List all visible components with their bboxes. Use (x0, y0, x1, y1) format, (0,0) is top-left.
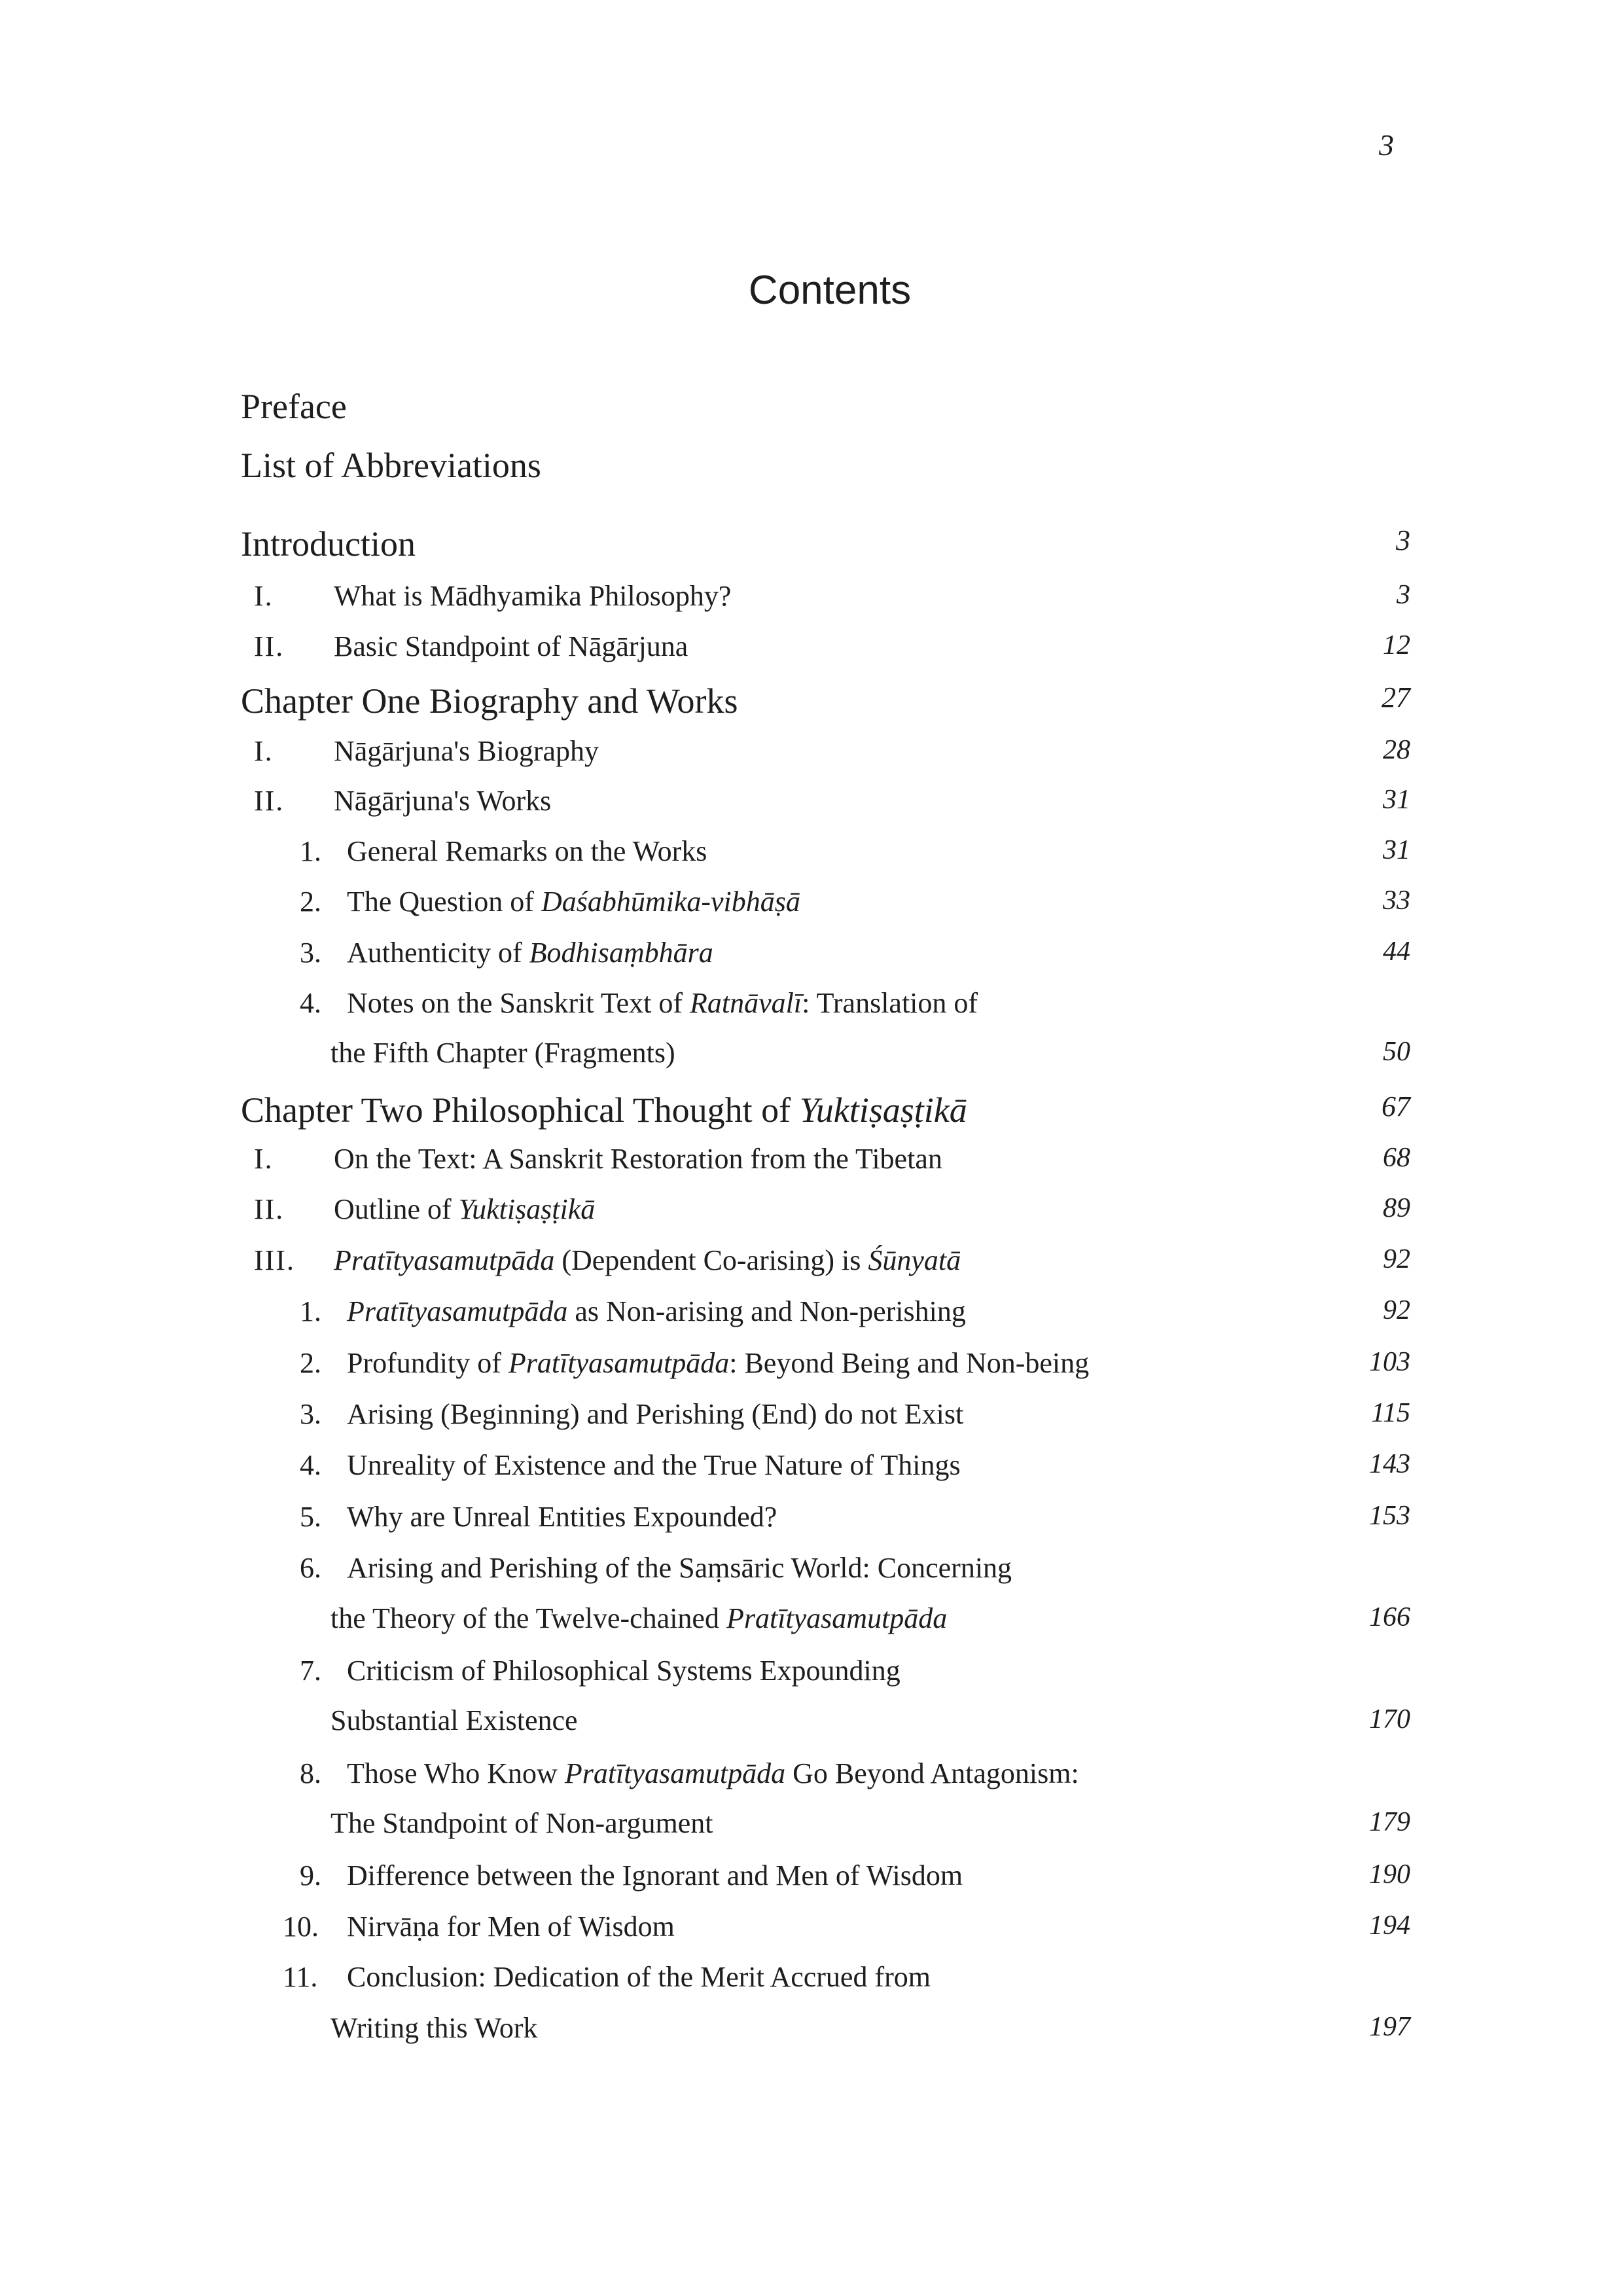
toc-entry-page: 166 (1369, 1602, 1410, 1632)
toc-entry-num (0, 1654, 1623, 1705)
toc-entry-cont (0, 1704, 1623, 1755)
toc-entry-numeral: II. (254, 630, 285, 662)
toc-entry-sub (0, 579, 1623, 630)
toc-entry-text (330, 2011, 538, 2045)
toc-entry-numeral: 2. (300, 1347, 321, 1379)
toc-entry-sub (0, 1193, 1623, 1244)
toc-entry-page: 103 (1369, 1347, 1410, 1377)
toc-entry-text (330, 1602, 947, 1635)
toc-entry-page: 3 (1396, 524, 1410, 556)
toc-entry-segment: Arising and Perishing of the Saṃsāric World: Concerning (347, 1552, 1012, 1584)
toc-entry-text (334, 1193, 595, 1226)
toc-entry-text (347, 936, 713, 969)
toc-entry-sub (0, 734, 1623, 785)
toc-entry-numeral: 10. (283, 1910, 319, 1943)
toc-entry-text (347, 1397, 963, 1431)
toc-front-item (0, 386, 1623, 437)
toc-entry-text (241, 524, 416, 564)
toc-entry-numeral: 3. (300, 1398, 321, 1430)
toc-entry-text (334, 784, 551, 817)
toc-entry-text (347, 1448, 961, 1482)
toc-entry-page: 44 (1383, 937, 1410, 967)
toc-entry-page: 89 (1383, 1193, 1410, 1223)
toc-entry-numeral: II. (254, 785, 285, 817)
toc-entry-num (0, 1295, 1623, 1346)
toc-entry-text (347, 1654, 901, 1687)
toc-entry-italic-term: Śūnyatā (868, 1244, 961, 1276)
toc-entry-segment: Outline of (334, 1193, 459, 1225)
toc-entry-text (347, 1910, 675, 1943)
toc-entry-main (0, 681, 1623, 732)
toc-entry-numeral: 11. (283, 1961, 318, 1993)
toc-entry-italic-term: Pratītyasamutpāda (347, 1295, 568, 1327)
toc-entry-segment: Basic Standpoint of Nāgārjuna (334, 630, 688, 662)
toc-entry-page: 194 (1369, 1910, 1410, 1941)
toc-entry-text (347, 1757, 1079, 1790)
toc-entry-segment: the Fifth Chapter (Fragments) (330, 1037, 675, 1069)
toc-entry-numeral: I. (254, 1143, 274, 1175)
toc-entry-numeral: III. (254, 1244, 295, 1276)
toc-entry-numeral: I. (254, 580, 274, 612)
toc-entry-sub (0, 1142, 1623, 1193)
toc-entry-sub (0, 784, 1623, 835)
toc-entry-italic-term: Bodhisaṃbhāra (529, 937, 713, 969)
toc-entry-page: 12 (1383, 630, 1410, 660)
page-number: 3 (1379, 128, 1394, 162)
toc-entry-numeral: 3. (300, 937, 321, 969)
toc-entry-segment: Nāgārjuna's Works (334, 785, 552, 817)
toc-entry-italic-term: Pratītyasamutpāda (508, 1347, 730, 1379)
toc-entry-numeral: 2. (300, 886, 321, 918)
toc-entry-segment: What is Mādhyamika Philosophy? (334, 580, 732, 612)
toc-entry-page: 190 (1369, 1859, 1410, 1890)
toc-entry-italic-term: Daśabhūmika-vibhāṣā (541, 886, 800, 918)
toc-entry-num (0, 986, 1623, 1037)
toc-entry-segment: : Translation of (802, 987, 978, 1019)
toc-entry-cont (0, 2011, 1623, 2062)
toc-entry-segment: Difference between the Ignorant and Men of Wisdom (347, 1859, 963, 1892)
toc-entry-numeral: II. (254, 1193, 285, 1225)
toc-entry-num (0, 1448, 1623, 1499)
toc-entry-text (347, 986, 978, 1020)
toc-entry-num (0, 1346, 1623, 1397)
toc-entry-sub (0, 630, 1623, 681)
toc-entry-text (347, 1295, 966, 1328)
toc-entry-page: 31 (1383, 835, 1410, 865)
toc-entry-segment: as Non-arising and Non-perishing (567, 1295, 966, 1327)
toc-entry-page: 31 (1383, 785, 1410, 815)
toc-entry-text (334, 1244, 961, 1277)
toc-entry-text (330, 1036, 675, 1069)
toc-entry-page: 68 (1383, 1143, 1410, 1173)
toc-entry-page: 67 (1382, 1090, 1410, 1122)
toc-entry-text (347, 1551, 1012, 1585)
toc-entry-italic-term: Pratītyasamutpāda (726, 1602, 948, 1634)
toc-entry-segment: Nirvāṇa for Men of Wisdom (347, 1910, 675, 1943)
toc-entry-page: 143 (1369, 1449, 1410, 1479)
toc-entry-numeral: 4. (300, 987, 321, 1019)
toc-entry-main (0, 1090, 1623, 1141)
toc-entry-segment: The Question of (347, 886, 541, 918)
toc-entry-segment: General Remarks on the Works (347, 835, 707, 867)
toc-entry-text (334, 1142, 942, 1175)
toc-entry-page: 179 (1369, 1807, 1410, 1837)
toc-entry-num (0, 1757, 1623, 1808)
toc-entry-page: 92 (1383, 1244, 1410, 1274)
toc-entry-segment: : Beyond Being and Non-being (729, 1347, 1090, 1379)
toc-entry-num (0, 1859, 1623, 1910)
toc-entry-segment: On the Text: A Sanskrit Restoration from the Tibetan (334, 1143, 942, 1175)
toc-entry-segment: Notes on the Sanskrit Text of (347, 987, 690, 1019)
toc-entry-page: 170 (1369, 1704, 1410, 1734)
toc-entry-text (330, 1806, 713, 1840)
toc-entry-italic-term: Yuktiṣaṣṭikā (799, 1090, 967, 1130)
toc-entry-text (347, 1960, 931, 1994)
toc-entry-numeral: I. (254, 735, 274, 767)
toc-entry-text (334, 734, 599, 768)
toc-entry-text (330, 1704, 578, 1737)
toc-entry-segment: Substantial Existence (330, 1704, 578, 1736)
toc-entry-num (0, 1910, 1623, 1961)
toc-entry-text (347, 1500, 777, 1534)
toc-entry-page: 197 (1369, 2012, 1410, 2042)
toc-entry-italic-term: Pratītyasamutpāda (564, 1757, 786, 1789)
toc-entry-segment: Introduction (241, 524, 416, 564)
toc-entry-text (241, 681, 738, 721)
toc-entry-main (0, 524, 1623, 575)
toc-entry-page: 92 (1383, 1295, 1410, 1325)
toc-entry-segment: Why are Unreal Entities Expounded? (347, 1501, 777, 1533)
toc-entry-segment: the Theory of the Twelve-chained (330, 1602, 726, 1634)
toc-entry-num (0, 1500, 1623, 1551)
toc-entry-num (0, 936, 1623, 987)
toc-entry-numeral: 7. (300, 1655, 321, 1687)
toc-entry-italic-term: Ratnāvalī (690, 987, 802, 1019)
toc-entry-text (347, 1346, 1089, 1380)
toc-entry-text (334, 630, 688, 663)
toc-entry-numeral: 9. (300, 1859, 321, 1892)
toc-entry-page: 3 (1397, 580, 1410, 610)
toc-entry-segment: Chapter One Biography and Works (241, 681, 738, 721)
toc-entry-sub (0, 1244, 1623, 1295)
toc-entry-num (0, 1551, 1623, 1602)
toc-entry-segment: Unreality of Existence and the True Nature of Things (347, 1449, 961, 1481)
toc-entry-segment: The Standpoint of Non-argument (330, 1807, 713, 1839)
toc-entry-text (347, 834, 707, 868)
toc-entry-segment: Authenticity of (347, 937, 529, 969)
toc-entry-segment: Arising (Beginning) and Perishing (End) do not Exist (347, 1398, 964, 1430)
toc-entry-text: List of Abbreviations (241, 446, 541, 485)
toc-entry-cont (0, 1806, 1623, 1857)
toc-entry-segment: Chapter Two Philosophical Thought of (241, 1090, 800, 1130)
toc-entry-text (347, 885, 800, 918)
toc-entry-cont (0, 1602, 1623, 1653)
toc-entry-numeral: 4. (300, 1449, 321, 1481)
toc-entry-segment: (Dependent Co-arising) is (554, 1244, 868, 1276)
toc-entry-text (334, 579, 731, 613)
toc-entry-num (0, 885, 1623, 936)
toc-entry-numeral: 5. (300, 1501, 321, 1533)
toc-entry-text: Preface (241, 387, 347, 426)
toc-entry-segment: Profundity of (347, 1347, 508, 1379)
page-title: Contents (748, 268, 912, 313)
toc-entry-page: 33 (1383, 886, 1410, 916)
toc-entry-segment: Conclusion: Dedication of the Merit Accrued from (347, 1961, 931, 1993)
toc-entry-text (347, 1859, 963, 1892)
toc-entry-page: 28 (1383, 735, 1410, 765)
toc-entry-segment: Writing this Work (330, 2012, 538, 2044)
toc-entry-page: 27 (1382, 681, 1410, 713)
toc-entry-num (0, 1397, 1623, 1448)
toc-entry-cont (0, 1036, 1623, 1087)
toc-entry-segment: Those Who Know (347, 1757, 565, 1789)
toc-entry-numeral: 8. (300, 1757, 321, 1789)
toc-entry-segment: Nāgārjuna's Biography (334, 735, 599, 767)
toc-entry-segment: Criticism of Philosophical Systems Expounding (347, 1655, 901, 1687)
toc-front-item (0, 445, 1623, 496)
toc-entry-italic-term: Yuktiṣaṣṭikā (458, 1193, 596, 1225)
toc-entry-num (0, 834, 1623, 886)
toc-entry-numeral: 6. (300, 1552, 321, 1584)
toc-entry-numeral: 1. (300, 835, 321, 867)
toc-entry-num (0, 1960, 1623, 2011)
toc-entry-page: 50 (1383, 1037, 1410, 1067)
toc-entry-segment: Go Beyond Antagonism: (785, 1757, 1079, 1789)
toc-entry-text (241, 1090, 967, 1130)
toc-entry-italic-term: Pratītyasamutpāda (334, 1244, 555, 1276)
toc-entry-numeral: 1. (300, 1295, 321, 1327)
toc-entry-page: 153 (1369, 1501, 1410, 1531)
toc-entry-page: 115 (1371, 1398, 1410, 1428)
